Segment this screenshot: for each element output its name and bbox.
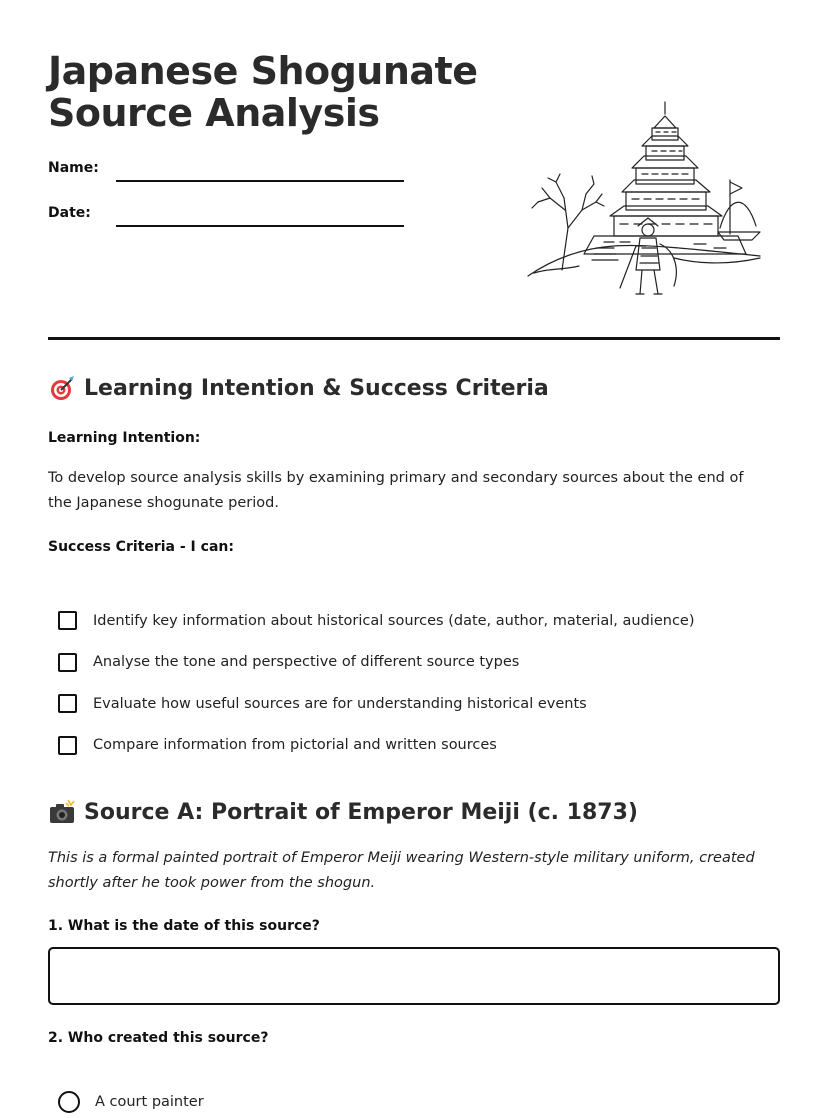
criterion-item [58, 642, 778, 684]
question-2-label: 2. Who created this source? [48, 1030, 269, 1046]
success-criteria-list [58, 600, 778, 766]
learning-heading-text: Learning Intention & Success Criteria [84, 375, 549, 401]
criterion-text: Identify key information about historical sources (date, author, material, audience) [93, 612, 695, 629]
criterion-item [58, 683, 778, 725]
name-label: Name: [48, 160, 99, 176]
criterion-item [58, 600, 778, 642]
criterion-item [58, 725, 778, 767]
title-line-1: Japanese Shogunate [48, 49, 478, 93]
learning-intention-label: Learning Intention: [48, 430, 201, 446]
source-a-heading [48, 798, 638, 826]
criterion-checkbox[interactable] [58, 736, 77, 755]
criterion-text: Compare information from pictorial and written sources [93, 737, 497, 754]
question-1-answer-field[interactable] [48, 947, 780, 1005]
learning-section-heading [48, 374, 549, 402]
question-1-label: 1. What is the date of this source? [48, 918, 320, 934]
source-a-heading-text: Source A: Portrait of Emperor Meiji (c. 1873) [84, 799, 638, 825]
page-title [48, 50, 477, 134]
question-2-option[interactable] [58, 1091, 204, 1113]
criterion-text: Evaluate how useful sources are for understanding historical events [93, 695, 587, 712]
name-field[interactable] [116, 180, 404, 182]
date-label: Date: [48, 205, 91, 221]
criterion-checkbox[interactable] [58, 653, 77, 672]
target-icon [48, 374, 76, 402]
criterion-text: Analyse the tone and perspective of different source types [93, 654, 520, 671]
date-field[interactable] [116, 225, 404, 227]
option-text: A court painter [95, 1094, 204, 1110]
learning-intention-text: To develop source analysis skills by examining primary and secondary sources about the end of the Japanese shogunate period. [48, 470, 744, 511]
source-a-description: This is a formal painted portrait of Emperor Meiji wearing Western-style military uniform, created shortly after he took power from the shogun. [48, 850, 755, 891]
criterion-checkbox[interactable] [58, 611, 77, 630]
section-divider [48, 337, 780, 340]
criterion-checkbox[interactable] [58, 694, 77, 713]
title-line-2: Source Analysis [48, 91, 380, 135]
camera-flash-icon [48, 798, 76, 826]
japanese-castle-samurai-illustration [524, 98, 764, 306]
success-criteria-label: Success Criteria - I can: [48, 539, 234, 555]
option-radio[interactable] [58, 1091, 80, 1113]
